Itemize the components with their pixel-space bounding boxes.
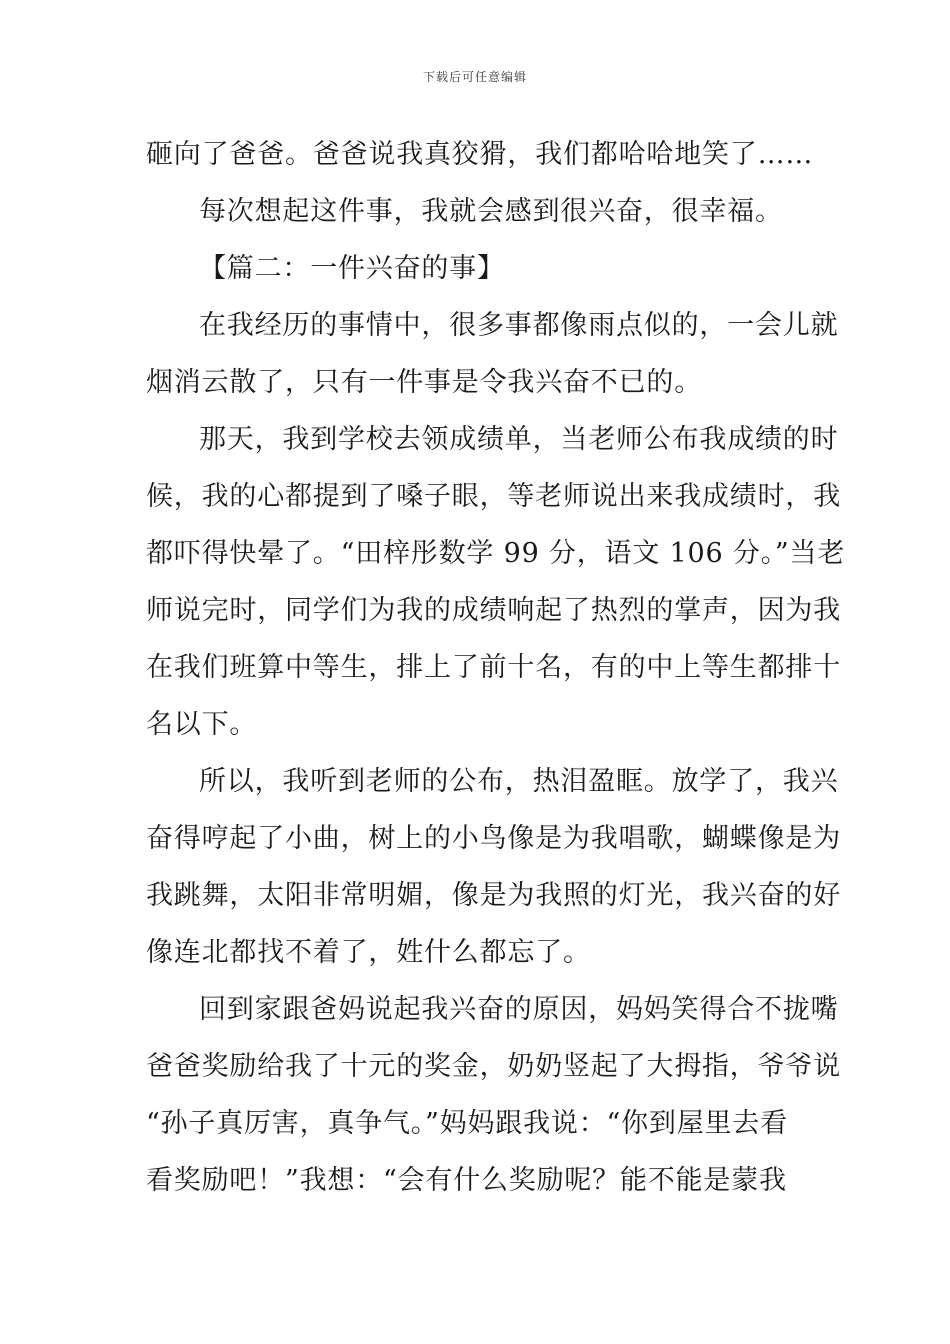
- text-line: 砸向了爸爸。爸爸说我真狡猾，我们都哈哈地笑了……: [146, 139, 814, 170]
- page-header: 下载后可任意编辑: [422, 70, 527, 84]
- text-line: “孙子真厉害，真争气。”妈妈跟我说：“你到屋里去看: [146, 1108, 788, 1139]
- text-line: 奋得哼起了小曲，树上的小鸟像是为我唱歌，蝴蝶像是为: [146, 823, 841, 854]
- text-line: 在我经历的事情中，很多事都像雨点似的，一会儿就: [199, 310, 839, 341]
- text-line: 在我们班算中等生，排上了前十名，有的中上等生都排十: [146, 652, 841, 683]
- text-line: 候，我的心都提到了嗓子眼，等老师说出来我成绩时，我: [146, 481, 841, 512]
- document-body: [146, 126, 846, 1209]
- text-line: 像连北都找不着了，姓什么都忘了。: [146, 937, 591, 968]
- text-line: 爸爸奖励给我了十元的奖金，奶奶竖起了大拇指，爷爷说: [146, 1051, 841, 1082]
- text-line: 每次想起这件事，我就会感到很兴奋，很幸福。: [199, 196, 783, 227]
- text-line: 都吓得快晕了。“田梓彤数学 99 分，语文 106 分。”当老: [146, 538, 846, 569]
- text-line: 我跳舞，太阳非常明媚，像是为我照的灯光，我兴奋的好: [146, 880, 841, 911]
- section-heading: 【篇二：一件兴奋的事】: [199, 253, 505, 284]
- text-line: 师说完时，同学们为我的成绩响起了热烈的掌声，因为我: [146, 595, 841, 626]
- text-line: 回到家跟爸妈说起我兴奋的原因，妈妈笑得合不拢嘴: [199, 994, 839, 1025]
- text-line: 烟消云散了，只有一件事是令我兴奋不已的。: [146, 367, 702, 398]
- text-line: 所以，我听到老师的公布，热泪盈眶。放学了，我兴: [199, 766, 839, 797]
- text-line: 名以下。: [146, 709, 258, 740]
- text-line: 看奖励吧！”我想：“会有什么奖励呢？能不能是蒙我: [146, 1165, 787, 1196]
- text-line: 那天，我到学校去领成绩单，当老师公布我成绩的时: [199, 424, 839, 455]
